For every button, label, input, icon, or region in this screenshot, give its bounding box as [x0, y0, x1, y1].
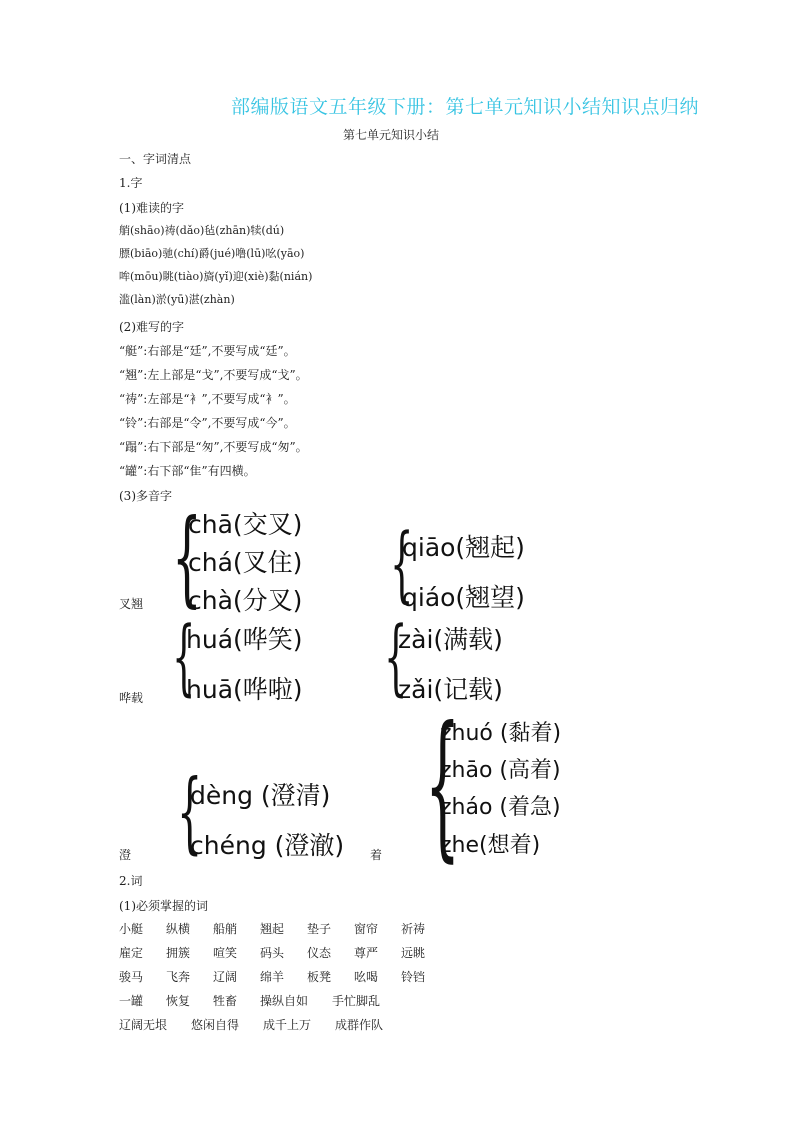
vocab-word: 飞奔 [166, 970, 191, 984]
brace-deng: { [177, 760, 203, 863]
vocab-word: 辽阔 [213, 970, 238, 984]
hard-write-line: “翘”:左上部是“戈”,不要写成“戈”。 [119, 368, 308, 382]
polyphone-item: chéng (澄澈) [190, 831, 345, 860]
vocab-word: 纵横 [166, 922, 191, 936]
hard-write-line: “祷”:左部是“衤”,不要写成“衤”。 [119, 392, 296, 406]
vocab-word: 一罐 [119, 994, 144, 1008]
vocab-word: 翘起 [260, 922, 285, 936]
vocab-word: 铃铛 [401, 970, 426, 984]
vocab-word: 远眺 [401, 946, 426, 960]
subsection-zi: 1.字 [119, 176, 143, 190]
page-title: 部编版语文五年级下册：第七单元知识小结知识点归纳 [231, 96, 700, 118]
brace-zai: { [384, 610, 408, 705]
polyphone-item: qiáo(翘望) [402, 583, 525, 612]
vocab-word: 尊严 [354, 946, 379, 960]
vocab-word: 仪态 [307, 946, 332, 960]
hard-read-line: 滥(làn)淤(yū)湛(zhàn) [119, 293, 235, 306]
vocab-word: 辽阔无垠 [119, 1018, 168, 1032]
polyphone-label: 澄 [119, 848, 132, 862]
vocab-word: 成群作队 [335, 1018, 384, 1032]
polyphone-item: chā(交叉) [188, 510, 303, 539]
vocab-word: 板凳 [307, 970, 332, 984]
section-heading: 一、字词清点 [119, 152, 192, 166]
vocab-word: 垫子 [307, 922, 332, 936]
hard-read-line: 哞(mōu)眺(tiào)旖(yǐ)迎(xiè)黏(nián) [119, 270, 313, 283]
subsection-ci: 2.词 [119, 874, 143, 888]
polyphone-item: zhe(想着) [440, 833, 541, 858]
polyphone-item: zǎi(记载) [398, 675, 503, 704]
polyphone-item: chà(分叉) [188, 586, 303, 615]
vocab-word: 吆喝 [354, 970, 379, 984]
vocab-word: 恢复 [166, 994, 191, 1008]
polyphone-item: zháo (着急) [440, 795, 561, 820]
polyphone-item: huá(哗笑) [186, 625, 303, 654]
vocab-word: 祈祷 [401, 922, 426, 936]
polyphone-label: 哗载 [119, 691, 144, 705]
vocab-word: 码头 [260, 946, 285, 960]
polyphone-item: dèng (澄清) [190, 781, 331, 810]
vocab-row [119, 968, 448, 985]
vocab-word: 雇定 [119, 946, 144, 960]
vocab-word: 成千上万 [263, 1018, 312, 1032]
hard-read-heading: (1)难读的字 [119, 201, 184, 215]
hard-write-line: “艇”:右部是“廷”,不要写成“廷”。 [119, 344, 296, 358]
vocab-word: 悠闲自得 [191, 1018, 240, 1032]
vocab-heading: (1)必须掌握的词 [119, 899, 208, 913]
vocab-word: 手忙脚乱 [332, 994, 381, 1008]
polyphone-item: huā(哗啦) [186, 675, 303, 704]
hard-write-line: “铃”:右部是“令”,不要写成“今”。 [119, 416, 296, 430]
polyphone-item: zài(满载) [398, 625, 503, 654]
polyphone-item: chá(叉住) [188, 548, 303, 577]
vocab-word: 船艄 [213, 922, 238, 936]
polyphone-item: zhuó (黏着) [440, 721, 562, 746]
vocab-word: 拥簇 [166, 946, 191, 960]
polyphone-heading: (3)多音字 [119, 489, 172, 503]
vocab-word: 牲畜 [213, 994, 238, 1008]
vocab-word: 绵羊 [260, 970, 285, 984]
brace-qiao: { [390, 517, 414, 612]
vocab-row [119, 944, 448, 961]
vocab-word: 小艇 [119, 922, 144, 936]
hard-write-line: “蹋”:右下部是“匆”,不要写成“匆”。 [119, 440, 308, 454]
hard-write-line: “罐”:右下部“隹”有四横。 [119, 464, 256, 478]
vocab-word: 操纵自如 [260, 994, 309, 1008]
hard-read-line: 膘(biāo)驰(chí)爵(jué)噜(lū)吆(yāo) [119, 247, 305, 260]
polyphone-item: zhāo (高着) [440, 758, 561, 783]
vocab-word: 骏马 [119, 970, 144, 984]
vocab-word: 窗帘 [354, 922, 379, 936]
vocab-word: 喧笑 [213, 946, 238, 960]
vocab-row [119, 992, 404, 1009]
polyphone-label: 着 [370, 848, 383, 862]
brace-cha: { [172, 496, 202, 618]
hard-read-line: 艄(shāo)祷(dǎo)毡(zhān)犊(dú) [119, 224, 285, 237]
brace-zhe: { [425, 693, 461, 877]
polyphone-item: qiāo(翘起) [402, 533, 525, 562]
brace-hua: { [172, 610, 196, 705]
page-subtitle: 第七单元知识小结 [343, 128, 440, 142]
polyphone-label: 叉翘 [119, 597, 144, 611]
hard-write-heading: (2)难写的字 [119, 320, 184, 334]
vocab-row [119, 1016, 407, 1033]
vocab-row [119, 920, 448, 937]
